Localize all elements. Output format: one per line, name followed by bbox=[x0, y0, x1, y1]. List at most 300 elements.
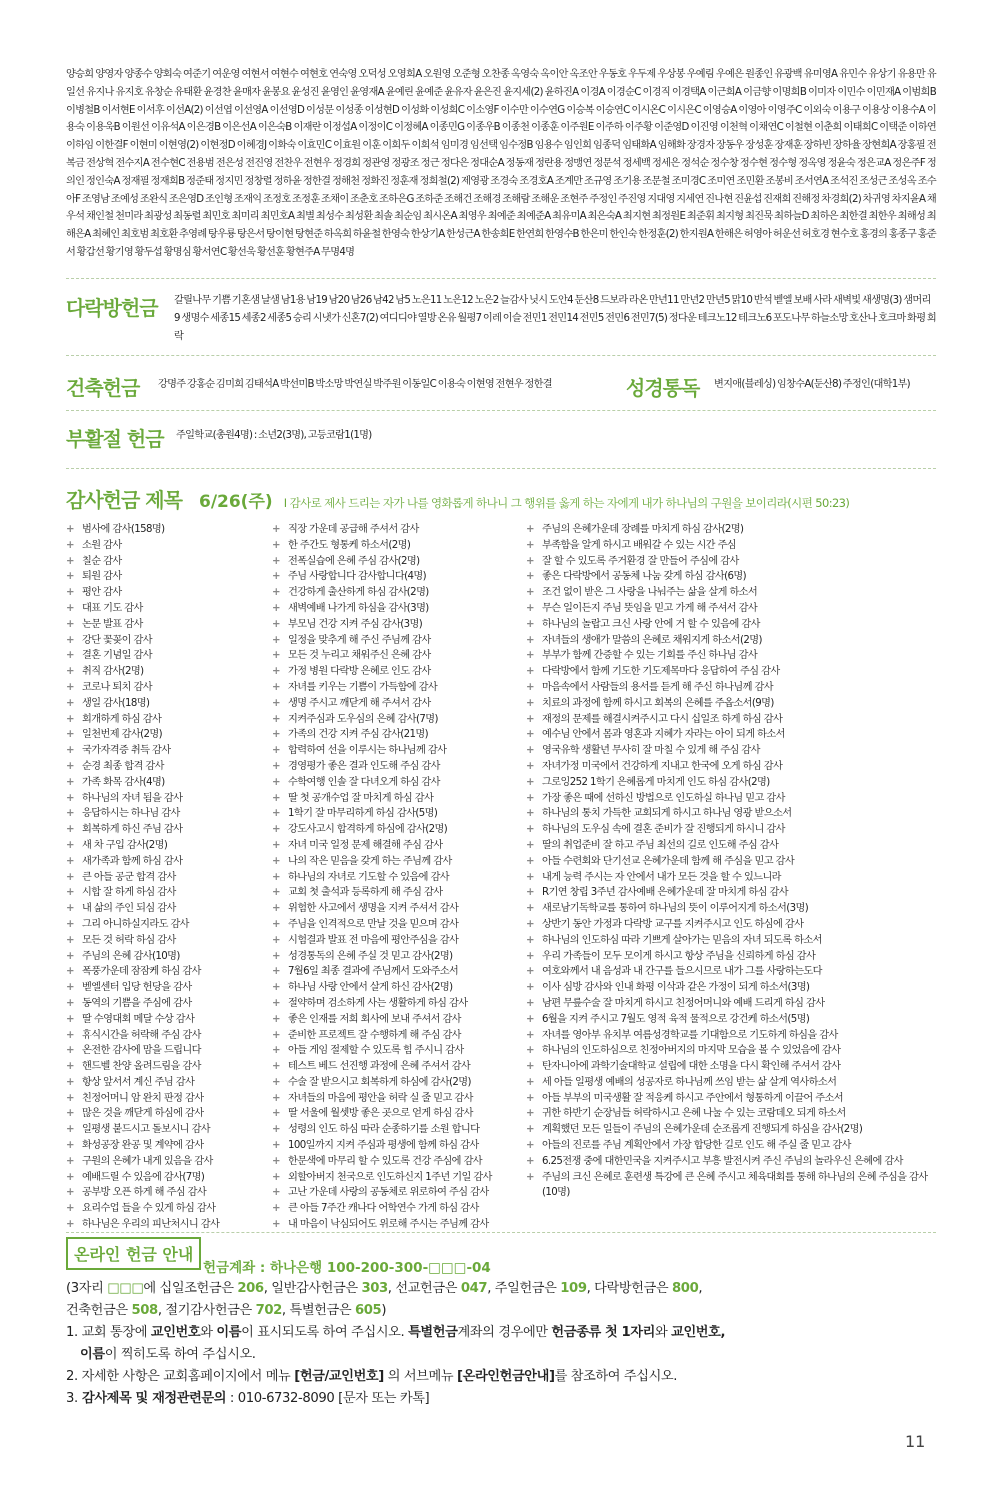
donor-name-list: 양승희 양영자 양종수 양회숙 여준기 여운영 여현서 여현수 여현호 연숙영 오덕성 오영희A 오원영 오준형 오찬종 옥영숙 옥이안 옥조안 우동호 우두제 우상봉 우예림 우예은 원종인 유광백 유미영A 유민수 유상기 유용만 유일선 유지나 유지호 유창순 유태환 윤경찬 윤매자 윤봉요 윤성진 윤영인 윤영재A 윤예린 윤예준 윤유자 윤은진 윤지세(2) 윤하진A 이경A 이경순C 이경직 이경택A 이근희A 이금향 이명희B 이미자 이민수 이민재A 이범희B 이병철B 이서현E 이서후 이선A(2) 이선엽 이선영A 이선영D 이성문 이성종 이성현D 이성화 이성희C 이소영F 이수만 이수연G 이승복 이승연C 이시온C 이시은C 이영승A 이영아 이영주C 이외숙 이용구 이용상 이용수A 이용숙 이용욱B 이원선 이유석A 이은경B 이은선A 이은숙B 이재란 이정섭A 이정이C 이정혜A 이종민G 이종우B 이종천 이종훈 이주원E 이주하 이주황 이준영D 이진영 이천혁 이채연C 이철현 이춘희 이태희C 이택준 이하연 이하임 이한결F 이현미 이현영(2) 이현정D 이혜경J 이화숙 이효민C 이효원 이훈 이희두 이희석 임미경 임선택 임수정B 임용수 임인희 임종덕 임태화A 임해화 장경자 장동우 장성훈 장재훈 장하빈 장하율 장현희A 장홍필 전복금 전상혁 전수지A 전수현C 전용범 전은성 전진영 전찬우 전현우 정경희 정관영 정광조 정근 정다은 정대순A 정동재 정란용 정맹연 정문석 정세백 정세은 정석순 정수창 정수현 정수형 정옥영 정윤숙 정은교A 정은주F 정의인 정인숙A 정재필 정재희B 정준태 정지민 정창렬 정하윤 정한결 정해천 정화진 정훈재 정희철(2) 제영광 조경숙 조경호A 조계만 조규영 조기용 조문철 조미경C 조미연 조민환 조봉비 조서연A 조석진 조성근 조성옥 조수아F 조영남 조예성 조완식 조은영D 조인형 조재익 조정호 조정훈 조채이 조춘호 조하은G 조하준 조해건 조해경 조해람 조해운 조현주 주정인 주진영 지대영 지세연 진나현 진윤섭 진재희 진해정 차경희(2) 차귀영 차지윤A 채우석 채인철 천미라 최광성 최동렬 최민호 최미리 최민호A 최별 최성수 최성환 최솔 최순임 최시온A 최영우 최예준 최예준A 최유미A 최은숙A 최지현 최정원E 최준휘 최지형 최진묵 최하늘D 최하은 최한결 최한우 최해성 최해은A 최혜인 최호범 최호환 추영례 탕우룡 탕은서 탕이현 탕현준 하옥희 하윤철 한영숙 한상기A 한성근A 한송희E 한연희 한영수B 한은미 한인숙 한정훈(2) 한지원A 한해은 허영아 허운선 허호경 현수호 홍경의 홍종구 홍준서 황갑선 황기영 황두섭 황명심 황서연C 황선욱 황선훈 황현주A 무명4명 bbox=[66, 69, 936, 258]
thanks-item: + 6.25전쟁 중에 대한민국을 지켜주시고 부흥 발전시켜 주신 주님의 놀라우신 은혜에 감사 bbox=[526, 1154, 936, 1170]
code-box: □□□ bbox=[107, 1281, 144, 1296]
plus-icon: + bbox=[272, 650, 280, 662]
code-general: 303 bbox=[361, 1281, 388, 1296]
plus-icon: + bbox=[272, 776, 280, 788]
thanks-item: + 하나님은 우리의 피난처시니 감사 bbox=[66, 1217, 266, 1233]
plus-icon: + bbox=[526, 997, 534, 1009]
plus-icon: + bbox=[526, 539, 534, 551]
plus-icon: + bbox=[66, 1045, 74, 1057]
thanks-item: + 부족함을 알게 하시고 배워갈 수 있는 시간 주심 bbox=[526, 538, 936, 554]
divider bbox=[66, 278, 936, 279]
plus-icon: + bbox=[66, 839, 74, 851]
thanks-item: + R기연 창립 3주년 감사예배 은혜가운데 잘 마치게 하심 감사 bbox=[526, 885, 936, 901]
online-offering-rules bbox=[66, 1278, 946, 1410]
plus-icon: + bbox=[272, 539, 280, 551]
plus-icon: + bbox=[66, 1155, 74, 1167]
plus-icon: + bbox=[272, 524, 280, 535]
thanks-item: + 가족 화목 감사(4명) bbox=[66, 775, 266, 791]
code-season: 702 bbox=[255, 1303, 282, 1318]
plus-icon: + bbox=[66, 997, 74, 1009]
thanks-item: + 일천번제 감사(2명) bbox=[66, 727, 266, 743]
plus-icon: + bbox=[272, 871, 280, 883]
section-title-building: 건축헌금 bbox=[66, 376, 140, 400]
plus-icon: + bbox=[526, 1108, 534, 1120]
thanks-item: + 가정 병원 다락방 은혜로 인도 감사 bbox=[272, 664, 522, 680]
thanks-item: + 예배드릴 수 있음에 감사(7명) bbox=[66, 1170, 266, 1186]
thanks-date: 6/26(주) bbox=[198, 492, 273, 512]
thanks-item: + 강단 꽃꽂이 감사 bbox=[66, 633, 266, 649]
thanks-item: + 칠순 감사 bbox=[66, 554, 266, 570]
rule-1-cont: 이름이 찍히도록 하여 주십시오. bbox=[80, 1347, 256, 1362]
thanks-item: + 하나님의 자녀로 기도할 수 있음에 감사 bbox=[272, 870, 522, 886]
thanks-item: + 외할아버지 천국으로 인도하신지 1주년 기일 감사 bbox=[272, 1170, 522, 1186]
thanks-item: + 상반기 동안 가정과 다락방 교구를 지켜주시고 인도 하심에 감사 bbox=[526, 917, 936, 933]
plus-icon: + bbox=[66, 618, 74, 630]
thanks-item: + 코로나 퇴치 감사 bbox=[66, 680, 266, 696]
divider bbox=[66, 355, 936, 356]
plus-icon: + bbox=[272, 855, 280, 867]
plus-icon: + bbox=[272, 571, 280, 583]
thanks-item: + 내게 능력 주시는 자 안에서 내가 모든 것을 할 수 있느니라 bbox=[526, 870, 936, 886]
thanks-item: + 좋은 인재를 저희 회사에 보내 주셔서 감사 bbox=[272, 1012, 522, 1028]
thanks-item: + 세 아들 일평생 예배의 성공자로 하나님께 쓰임 받는 삶 살게 역사하소서 bbox=[526, 1075, 936, 1091]
section-title-easter: 부활절 헌금 bbox=[66, 427, 164, 451]
thanks-item: + 좋은 다락방에서 공동체 나눔 갖게 하심 감사(6명) bbox=[526, 569, 936, 585]
plus-icon: + bbox=[526, 918, 534, 930]
plus-icon: + bbox=[526, 824, 534, 836]
plus-icon: + bbox=[66, 1013, 74, 1025]
thanks-item: + 벧엘센터 입당 헌당을 감사 bbox=[66, 980, 266, 996]
thanks-item: + 가족의 건강 지켜 주심 감사(21명) bbox=[272, 727, 522, 743]
account-info: 헌금계좌 : 하나은행 100-200-300-□□□-04 bbox=[203, 1260, 491, 1276]
plus-icon: + bbox=[272, 903, 280, 915]
thanks-item: + 화성공장 완공 및 계약에 감사 bbox=[66, 1138, 266, 1154]
plus-icon: + bbox=[526, 634, 534, 646]
plus-icon: + bbox=[66, 871, 74, 883]
thanks-item: + 한 주간도 형통케 하소서(2명) bbox=[272, 538, 522, 554]
bible-reading-names: 변지애(블레싱) 임창수A(둔산8) 주정인(대학1부) bbox=[714, 379, 910, 390]
thanks-item: + 아들 부부의 미국생활 잘 적응케 하시고 주안에서 형통하게 이끌어 주소서 bbox=[526, 1091, 936, 1107]
plus-icon: + bbox=[526, 524, 534, 535]
plus-icon: + bbox=[526, 1013, 534, 1025]
plus-icon: + bbox=[272, 681, 280, 693]
plus-icon: + bbox=[526, 1092, 534, 1104]
thanks-item: + 위험한 사고에서 생명을 지켜 주셔서 감사 bbox=[272, 901, 522, 917]
building-donors: 강명주 강홍순 김미희 김태석A 박선미B 박소망 박연실 박주원 이동일C 이용숙 이현영 전현우 정한결 bbox=[158, 379, 552, 390]
thanks-item: + 회개하게 하심 감사 bbox=[66, 712, 266, 728]
plus-icon: + bbox=[272, 713, 280, 725]
thanks-item: + 회복하게 하신 주님 감사 bbox=[66, 822, 266, 838]
plus-icon: + bbox=[66, 587, 74, 599]
plus-icon: + bbox=[66, 666, 74, 678]
section-title-bible-reading: 성경통독 bbox=[626, 376, 700, 400]
thanks-item: + 주님의 크신 은혜로 훈련생 특강에 큰 은혜 주시고 체육대회를 통해 하나님의 은혜 주심을 감사(10명) bbox=[526, 1171, 928, 1199]
plus-icon: + bbox=[272, 729, 280, 741]
thanks-item: + 조건 없이 받은 그 사랑을 나눠주는 삶을 살게 하소서 bbox=[526, 585, 936, 601]
thanks-item: + 취직 감사(2명) bbox=[66, 664, 266, 680]
plus-icon: + bbox=[272, 697, 280, 709]
thanks-item: + 순경 최종 합격 감사 bbox=[66, 759, 266, 775]
thanks-item: + 귀한 하반기 순장님들 허락하시고 은혜 나눌 수 있는 코람데오 되게 하소서 bbox=[526, 1106, 936, 1122]
plus-icon: + bbox=[526, 1155, 534, 1167]
code-special: 605 bbox=[354, 1303, 382, 1318]
thanks-item: + 생일 감사(18명) bbox=[66, 696, 266, 712]
plus-icon: + bbox=[272, 982, 280, 994]
plus-icon: + bbox=[66, 918, 74, 930]
thanks-item: + 새벽예배 나가게 하심을 감사(3명) bbox=[272, 601, 522, 617]
plus-icon: + bbox=[272, 1061, 280, 1073]
thanks-item: + 딸 서울에 월셋방 좋은 곳으로 얻게 하심 감사 bbox=[272, 1106, 522, 1122]
thanks-item: + 이사 심방 감사와 인내 화평 이삭과 같은 가정이 되게 하소서(3명) bbox=[526, 980, 936, 996]
rule-3: 3. 감사제목 및 재정관련문의 : 010-6732-8090 [문자 또는 카톡] bbox=[66, 1391, 430, 1406]
thanks-item: + 친정어머니 암 완치 판정 감사 bbox=[66, 1091, 266, 1107]
thanks-item: + 하나님의 놀랍고 크신 사랑 안에 거 할 수 있음에 감사 bbox=[526, 617, 936, 633]
plus-icon: + bbox=[66, 729, 74, 741]
thanks-item: + 성령의 인도 하심 따라 순종하기를 소원 합니다 bbox=[272, 1122, 522, 1138]
thanks-item: + 하나님의 자녀 됨을 감사 bbox=[66, 791, 266, 807]
plus-icon: + bbox=[272, 950, 280, 962]
thanks-item: + 7월6일 최종 결과에 주님께서 도와주소서 bbox=[272, 964, 522, 980]
thanks-item: + 주님 사랑합니다 감사합니다(4명) bbox=[272, 569, 522, 585]
plus-icon: + bbox=[272, 1013, 280, 1025]
plus-icon: + bbox=[526, 697, 534, 709]
plus-icon: + bbox=[66, 602, 74, 614]
plus-icon: + bbox=[526, 729, 534, 741]
plus-icon: + bbox=[272, 887, 280, 899]
plus-icon: + bbox=[272, 1076, 280, 1088]
plus-icon: + bbox=[526, 792, 534, 804]
plus-icon: + bbox=[66, 760, 74, 772]
thanks-item: + 항상 앞서서 계신 주님 감사 bbox=[66, 1075, 266, 1091]
thanks-column-1 bbox=[66, 522, 266, 1233]
plus-icon: + bbox=[66, 681, 74, 693]
plus-icon: + bbox=[526, 760, 534, 772]
plus-icon: + bbox=[66, 1092, 74, 1104]
plus-icon: + bbox=[272, 808, 280, 820]
plus-icon: + bbox=[272, 1124, 280, 1136]
plus-icon: + bbox=[272, 1155, 280, 1167]
offering-codes: (3자리 □□□에 십일조헌금은 206, 일반감사헌금은 303, 선교헌금은 047, 주일헌금은 109, 다락방헌금은 800, bbox=[66, 1281, 703, 1296]
plus-icon: + bbox=[66, 950, 74, 962]
plus-icon: + bbox=[66, 808, 74, 820]
thanks-column-3 bbox=[526, 522, 936, 1201]
rule-2: 2. 자세한 사항은 교회홈페이지에서 메뉴 [헌금/교인번호] 의 서브메뉴 [온라인헌금안내]를 참조하여 주십시오. bbox=[66, 1369, 678, 1384]
thanks-verse: I 감사로 제사 드리는 자가 나를 영화롭게 하나니 그 행위를 옳게 하는 자에게 내가 하나님의 구원을 보이리라(시편 50:23) bbox=[283, 496, 850, 510]
thanks-item: + 무슨 일이든지 주님 뜻임을 믿고 가게 해 주셔서 감사 bbox=[526, 601, 936, 617]
thanks-item: + 요리수업 들을 수 있게 하심 감사 bbox=[66, 1201, 266, 1217]
plus-icon: + bbox=[526, 855, 534, 867]
plus-icon: + bbox=[272, 555, 280, 567]
plus-icon: + bbox=[526, 871, 534, 883]
thanks-item: + 아들 수련회와 단기선교 은혜가운데 함께 해 주심을 믿고 감사 bbox=[526, 854, 936, 870]
thanks-item: + 많은 것을 깨닫게 하심에 감사 bbox=[66, 1106, 266, 1122]
thanks-item: + 소원 감사 bbox=[66, 538, 266, 554]
code-dara: 800 bbox=[672, 1281, 699, 1296]
thanks-item: + 구원의 은혜가 내게 있음을 감사 bbox=[66, 1154, 266, 1170]
thanks-item: + 그리 아니하실지라도 감사 bbox=[66, 917, 266, 933]
plus-icon: + bbox=[526, 966, 534, 978]
plus-icon: + bbox=[272, 824, 280, 836]
plus-icon: + bbox=[526, 1076, 534, 1088]
plus-icon: + bbox=[66, 982, 74, 994]
plus-icon: + bbox=[272, 1140, 280, 1152]
offering-codes-2: 건축헌금은 508, 절기감사헌금은 702, 특별헌금은 605) bbox=[66, 1303, 387, 1318]
plus-icon: + bbox=[272, 1187, 280, 1199]
plus-icon: + bbox=[272, 618, 280, 630]
divider bbox=[66, 468, 936, 469]
thanks-item: + 딸 수영대회 메달 수상 감사 bbox=[66, 1012, 266, 1028]
plus-icon: + bbox=[272, 966, 280, 978]
thanks-item: + 자녀가정 미국에서 건강하게 지내고 한국에 오게 하심 감사 bbox=[526, 759, 936, 775]
thanks-item: + 평안 감사 bbox=[66, 585, 266, 601]
thanks-item: + 퇴원 감사 bbox=[66, 569, 266, 585]
plus-icon: + bbox=[526, 745, 534, 757]
plus-icon: + bbox=[66, 776, 74, 788]
plus-icon: + bbox=[526, 950, 534, 962]
thanks-column-2 bbox=[272, 522, 522, 1233]
plus-icon: + bbox=[526, 839, 534, 851]
thanks-item: + 예수님 안에서 몸과 영혼과 지혜가 자라는 아이 되게 하소서 bbox=[526, 727, 936, 743]
thanks-item: + 일평생 붙드시고 돌보시니 감사 bbox=[66, 1122, 266, 1138]
thanks-item: + 새가족과 함께 하심 감사 bbox=[66, 854, 266, 870]
plus-icon: + bbox=[272, 1203, 280, 1215]
thanks-item: + 잘 할 수 있도록 주거환경 잘 만들어 주심에 감사 bbox=[526, 554, 936, 570]
plus-icon: + bbox=[526, 587, 534, 599]
thanks-item: + 모든 것 허락 하심 감사 bbox=[66, 933, 266, 949]
online-offering-title: 온라인 헌금 안내 bbox=[66, 1237, 201, 1270]
thanks-item: + 모든 것 누리고 채워주신 은혜 감사 bbox=[272, 648, 522, 664]
plus-icon: + bbox=[526, 618, 534, 630]
plus-icon: + bbox=[272, 839, 280, 851]
thanks-item: + 절약하며 검소하게 사는 생활하게 하심 감사 bbox=[272, 996, 522, 1012]
plus-icon: + bbox=[66, 1029, 74, 1041]
code-tithe: 206 bbox=[237, 1281, 264, 1296]
thanks-item: + 교회 첫 출석과 등록하게 해 주심 감사 bbox=[272, 885, 522, 901]
plus-icon: + bbox=[66, 903, 74, 915]
plus-icon: + bbox=[66, 1203, 74, 1215]
plus-icon: + bbox=[66, 745, 74, 757]
plus-icon: + bbox=[272, 1092, 280, 1104]
thanks-item: + 하나님의 인도하심으로 친정아버지의 마지막 모습을 볼 수 있었음에 감사 bbox=[526, 1043, 936, 1059]
thanks-item: + 하나님의 인도하심 따라 기쁘게 살아가는 믿음의 자녀 되도록 하소서 bbox=[526, 933, 936, 949]
plus-icon: + bbox=[66, 634, 74, 646]
divider bbox=[66, 410, 936, 411]
thanks-item: + 자녀들의 생애가 말씀의 은혜로 채워지게 하소서(2명) bbox=[526, 633, 936, 649]
thanks-item: + 결혼 기념일 감사 bbox=[66, 648, 266, 664]
thanks-item: + 자녀를 키우는 기쁨이 가득함에 감사 bbox=[272, 680, 522, 696]
thanks-item: + 동역의 기쁨을 주심에 감사 bbox=[66, 996, 266, 1012]
thanks-item: + 부모님 건강 지켜 주심 감사(3명) bbox=[272, 617, 522, 633]
plus-icon: + bbox=[66, 1061, 74, 1073]
thanks-item: + 우리 가족들이 모두 모이게 하시고 항상 주님을 신뢰하게 하심 감사 bbox=[526, 949, 936, 965]
plus-icon: + bbox=[66, 524, 74, 535]
plus-icon: + bbox=[272, 634, 280, 646]
plus-icon: + bbox=[272, 760, 280, 772]
thanks-item: + 응답하시는 하나님 감사 bbox=[66, 806, 266, 822]
thanks-item: + 대표 기도 감사 bbox=[66, 601, 266, 617]
thanks-item: + 시합 잘 하게 하심 감사 bbox=[66, 885, 266, 901]
thanks-item: + 여호와께서 내 음성과 내 간구를 들으시므로 내가 그를 사랑하는도다 bbox=[526, 964, 936, 980]
thanks-item: + 나의 작은 믿음을 갖게 하는 주님께 감사 bbox=[272, 854, 522, 870]
thanks-item: + 새로남기독학교를 통하여 하나님의 뜻이 이루어지게 하소서(3명) bbox=[526, 901, 936, 917]
thanks-item: + 논문 발표 감사 bbox=[66, 617, 266, 633]
thanks-item: + 준비한 프로젝트 잘 수행하게 해 주심 감사 bbox=[272, 1028, 522, 1044]
thanks-item: + 주님의 은혜가운데 장례를 마치게 하심 감사(2명) bbox=[526, 522, 936, 538]
plus-icon: + bbox=[66, 1108, 74, 1120]
thanks-item: + 성경통독의 은혜 주실 것 믿고 감사(2명) bbox=[272, 949, 522, 965]
plus-icon: + bbox=[66, 1219, 74, 1231]
plus-icon: + bbox=[66, 1076, 74, 1088]
thanks-header bbox=[66, 484, 946, 513]
plus-icon: + bbox=[272, 587, 280, 599]
thanks-item: + 생명 주시고 깨닫게 해 주셔서 감사 bbox=[272, 696, 522, 712]
thanks-item: + 자녀들의 마음에 평안을 허락 실 줄 믿고 감사 bbox=[272, 1091, 522, 1107]
thanks-item: + 남편 무릎수술 잘 마치게 하시고 친정어머니와 예배 드리게 하심 감사 bbox=[526, 996, 936, 1012]
thanks-item: + 직장 가운데 공급해 주셔서 감사 bbox=[272, 522, 522, 538]
thanks-item: + 경영평가 좋은 결과 인도해 주심 감사 bbox=[272, 759, 522, 775]
plus-icon: + bbox=[526, 602, 534, 614]
thanks-item: + 탄자니아에 과학기술대학교 설립에 대한 소명을 다시 확인해 주셔서 감사 bbox=[526, 1059, 936, 1075]
thanks-item: + 아들의 진로를 주님 계획안에서 가장 합당한 길로 인도 해 주실 줄 믿고 감사 bbox=[526, 1138, 936, 1154]
thanks-item: + 공부방 오픈 하게 해 주심 감사 bbox=[66, 1185, 266, 1201]
plus-icon: + bbox=[66, 934, 74, 946]
code-building: 508 bbox=[131, 1303, 158, 1318]
thanks-item: + 치료의 과정에 함께 하시고 회복의 은혜를 주옵소서(9명) bbox=[526, 696, 936, 712]
plus-icon: + bbox=[66, 697, 74, 709]
plus-icon: + bbox=[66, 1124, 74, 1136]
plus-icon: + bbox=[526, 1061, 534, 1073]
thanks-item: + 강도사고시 합격하게 하심에 감사(2명) bbox=[272, 822, 522, 838]
plus-icon: + bbox=[66, 555, 74, 567]
dara-donors: 갈릴나무 기쁨 기혼샘 날샘 남1용 남19 남20 남26 남42 남5 노은11 노은12 노은2 늘감사 닛시 도안4 둔산8 드보라 라온 만년11 만년2 만년5 맑10 반석 벧엘 보배 사라 새벽빛 새생명(3) 샘머리9 생명수 세종15 세종2 세종5 승리 시냇가 신혼7(2) 여디디야 열방 온유 월평7 이레 이슬 전민1 전민14 전민5 전민6 전민7(5) 정다운 테크노12 테크노6 포도나무 하늘소망 호산나 호크마 화평 희락 bbox=[174, 295, 937, 342]
plus-icon: + bbox=[66, 1187, 74, 1199]
thanks-item: + 테스트 베드 선진행 과정에 은혜 주셔서 감사 bbox=[272, 1059, 522, 1075]
thanks-item: + 그로잉252 1학기 은혜롭게 마치게 인도 하심 감사(2명) bbox=[526, 775, 936, 791]
plus-icon: + bbox=[526, 1124, 534, 1136]
page-number: 11 bbox=[905, 1432, 926, 1451]
plus-icon: + bbox=[272, 666, 280, 678]
plus-icon: + bbox=[272, 934, 280, 946]
code-mission: 047 bbox=[460, 1281, 488, 1296]
plus-icon: + bbox=[526, 650, 534, 662]
thanks-item: + 다락방에서 함께 기도한 기도제목마다 응답하여 주심 감사 bbox=[526, 664, 936, 680]
plus-icon: + bbox=[526, 1029, 534, 1041]
section-title-thanks: 감사헌금 제목 bbox=[66, 488, 182, 512]
thanks-item: + 딸의 취업준비 잘 하고 주님 최선의 길로 인도해 주심 감사 bbox=[526, 838, 936, 854]
plus-icon: + bbox=[272, 918, 280, 930]
plus-icon: + bbox=[526, 681, 534, 693]
thanks-item: + 6월을 지켜 주시고 7월도 영적 육적 물적으로 강건케 하소서(5명) bbox=[526, 1012, 936, 1028]
thanks-item: + 하나님의 도우심 속에 결혼 준비가 잘 진행되게 하시니 감사 bbox=[526, 822, 936, 838]
plus-icon: + bbox=[526, 982, 534, 994]
thanks-item: + 휴식시간을 허락해 주심 감사 bbox=[66, 1028, 266, 1044]
plus-icon: + bbox=[272, 1219, 280, 1231]
plus-icon: + bbox=[526, 903, 534, 915]
thanks-item: + 100일까지 지켜 주심과 평생에 함께 하심 감사 bbox=[272, 1138, 522, 1154]
thanks-item: + 가장 좋은 때에 선하신 방법으로 인도하실 하나님 믿고 감사 bbox=[526, 791, 936, 807]
thanks-item: + 영국유학 생활년 무사히 잘 마칠 수 있게 해 주심 감사 bbox=[526, 743, 936, 759]
plus-icon: + bbox=[526, 776, 534, 788]
plus-icon: + bbox=[526, 1140, 534, 1152]
thanks-item: + 큰 아들 공군 합격 감사 bbox=[66, 870, 266, 886]
thanks-item: + 건강하게 출산하게 하심 감사(2명) bbox=[272, 585, 522, 601]
plus-icon: + bbox=[526, 887, 534, 899]
thanks-item: + 주님의 은혜 감사(10명) bbox=[66, 949, 266, 965]
thanks-item: + 1학기 잘 마무리하게 하심 감사(5명) bbox=[272, 806, 522, 822]
thanks-item: + 부부가 함께 간증할 수 있는 기회를 주신 하나님 감사 bbox=[526, 648, 936, 664]
thanks-item: + 자녀 미국 일정 문제 해결해 주심 감사 bbox=[272, 838, 522, 854]
plus-icon: + bbox=[272, 792, 280, 804]
thanks-item: + 국가자격증 취득 감사 bbox=[66, 743, 266, 759]
thanks-item: + 하나님의 통치 가득한 교회되게 하시고 하나님 영광 받으소서 bbox=[526, 806, 936, 822]
plus-icon: + bbox=[66, 1171, 74, 1183]
thanks-item: + 큰 아들 7주간 캐나다 어학연수 가게 하심 감사 bbox=[272, 1201, 522, 1217]
plus-icon: + bbox=[526, 1045, 534, 1057]
thanks-item: + 마음속에서 사람들의 용서를 듣게 해 주신 하나님께 감사 bbox=[526, 680, 936, 696]
easter-donors: 주일학교(총원4명) : 소년2(3명), 고등코람1(1명) bbox=[176, 430, 372, 441]
thanks-item: + 재정의 문제를 해결시켜주시고 다시 십일조 하게 하심 감사 bbox=[526, 712, 936, 728]
rule-1: 1. 교회 통장에 교인번호와 이름이 표시되도록 하여 주십시오. 특별헌금계좌의 경우에만 헌금종류 첫 1자리와 교인번호, bbox=[66, 1325, 726, 1340]
plus-icon: + bbox=[272, 997, 280, 1009]
plus-icon: + bbox=[66, 792, 74, 804]
plus-icon: + bbox=[66, 887, 74, 899]
plus-icon: + bbox=[272, 1171, 280, 1183]
thanks-item: + 내 삶의 주인 되심 감사 bbox=[66, 901, 266, 917]
plus-icon: + bbox=[66, 713, 74, 725]
plus-icon: + bbox=[272, 1045, 280, 1057]
divider bbox=[66, 1232, 936, 1233]
plus-icon: + bbox=[272, 1108, 280, 1120]
thanks-item: + 지켜주심과 도우심의 은혜 감사(7명) bbox=[272, 712, 522, 728]
plus-icon: + bbox=[272, 602, 280, 614]
thanks-item: + 고난 가운데 사랑의 공동체로 위로하여 주심 감사 bbox=[272, 1185, 522, 1201]
thanks-item: + 하나님 사랑 안에서 살게 하신 감사(2명) bbox=[272, 980, 522, 996]
plus-icon: + bbox=[66, 539, 74, 551]
plus-icon: + bbox=[526, 555, 534, 567]
thanks-item: + 주님을 인격적으로 만날 것을 믿으며 감사 bbox=[272, 917, 522, 933]
thanks-item: + 수학여행 인솔 잘 다녀오게 하심 감사 bbox=[272, 775, 522, 791]
plus-icon: + bbox=[526, 666, 534, 678]
thanks-item: + 계획했던 모든 일들이 주님의 은혜가운데 순조롭게 진행되게 하심을 감사(2명) bbox=[526, 1122, 936, 1138]
section-title-dara: 다락방헌금 bbox=[66, 296, 158, 320]
plus-icon: + bbox=[66, 824, 74, 836]
plus-icon: + bbox=[526, 808, 534, 820]
plus-icon: + bbox=[66, 650, 74, 662]
thanks-item: + 내 마음이 낙심되어도 위로해 주시는 주님께 감사 bbox=[272, 1217, 522, 1233]
thanks-item: + 자녀를 영아부 유치부 여름성경학교를 기대함으로 기도하게 하심을 감사 bbox=[526, 1028, 936, 1044]
thanks-item: + 새 차 구입 감사(2명) bbox=[66, 838, 266, 854]
thanks-item: + 일정을 맞추게 해 주신 주님께 감사 bbox=[272, 633, 522, 649]
thanks-item: + 한문색에 마무리 할 수 있도록 건강 주심에 감사 bbox=[272, 1154, 522, 1170]
thanks-item: + 수술 잘 받으시고 회복하게 하심에 감사(2명) bbox=[272, 1075, 522, 1091]
plus-icon: + bbox=[526, 934, 534, 946]
thanks-item: + 온전한 감사에 맘을 드립니다 bbox=[66, 1043, 266, 1059]
plus-icon: + bbox=[66, 1140, 74, 1152]
plus-icon: + bbox=[526, 1171, 534, 1183]
plus-icon: + bbox=[272, 1029, 280, 1041]
thanks-item: + 시험결과 발표 전 마음에 평안주심을 감사 bbox=[272, 933, 522, 949]
code-sunday: 109 bbox=[560, 1281, 587, 1296]
plus-icon: + bbox=[526, 713, 534, 725]
plus-icon: + bbox=[66, 571, 74, 583]
thanks-item: + 딸 첫 공개수업 잘 마치게 하심 감사 bbox=[272, 791, 522, 807]
plus-icon: + bbox=[272, 745, 280, 757]
thanks-item: + 합력하여 선을 이루시는 하나님께 감사 bbox=[272, 743, 522, 759]
thanks-item: + 핸드벨 찬양 올려드림을 감사 bbox=[66, 1059, 266, 1075]
plus-icon: + bbox=[526, 571, 534, 583]
thanks-item: + 범사에 감사(158명) bbox=[66, 522, 266, 538]
plus-icon: + bbox=[66, 966, 74, 978]
